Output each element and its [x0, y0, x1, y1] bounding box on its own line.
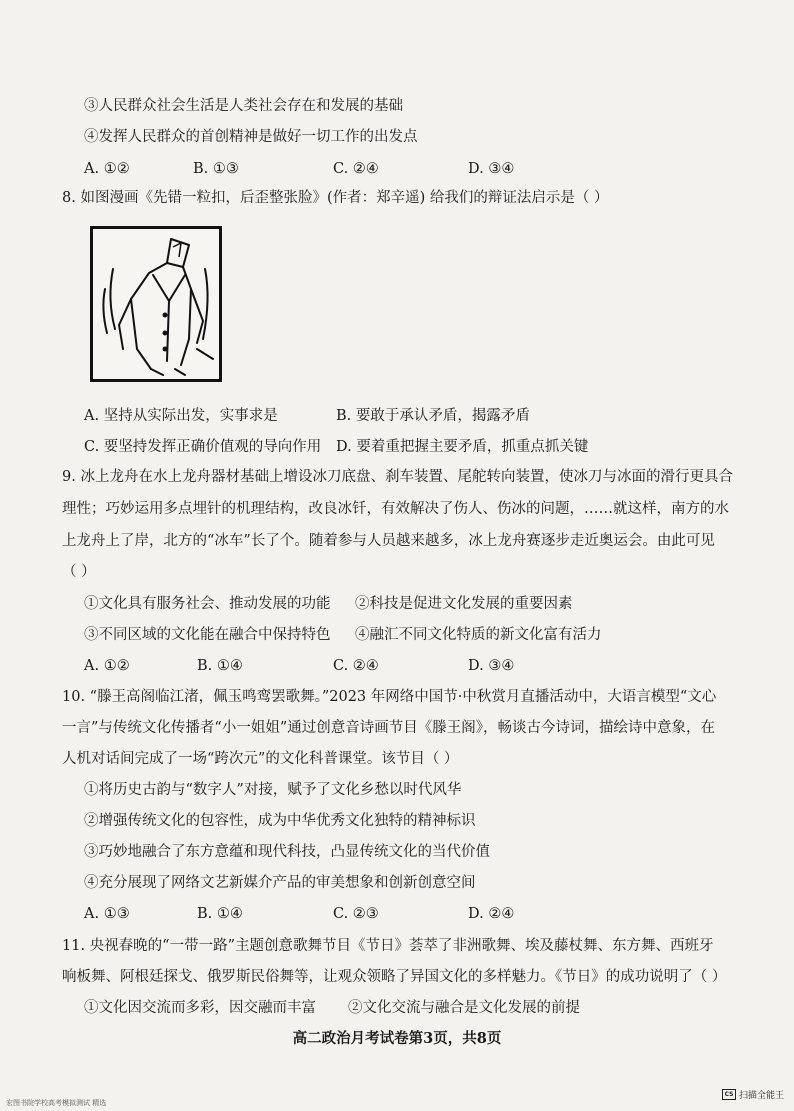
scanner-logo-icon: CS — [722, 1089, 736, 1100]
q10-stem-line-3: 人机对话间完成了一场“跨次元”的文化科普课堂。该节目（ ） — [62, 751, 459, 767]
q7-item-3: ③人民群众社会生活是人类社会存在和发展的基础 — [84, 98, 403, 114]
q9-stem-line-3: 上龙舟上了岸，北方的“冰车”长了个。随着参与人员越来越多，冰上龙舟赛逐步走近奥运会。由此可见 — [62, 533, 715, 549]
corner-note: 宏图书院学校高考模拟测试 精选 — [6, 1099, 107, 1107]
q11-stem-line-2: 响板舞、阿根廷探戈、俄罗斯民俗舞等，让观众领略了异国文化的多样魅力。《节日》的成功说明了（ ） — [62, 969, 727, 985]
q9-option-a: A. ①② — [84, 658, 130, 674]
q7-option-a: A. ①② — [84, 161, 130, 177]
cartoon-image — [90, 226, 222, 382]
q9-stem-line-4: （ ） — [62, 564, 96, 580]
q10-item-4: ④充分展现了网络文艺新媒介产品的审美想象和创新创意空间 — [84, 875, 476, 891]
q9-option-c: C. ②④ — [333, 658, 379, 674]
q9-item-1: ①文化具有服务社会、推动发展的功能 — [84, 596, 331, 612]
q11-item-1: ①文化因交流而多彩，因交融而丰富 — [84, 1000, 316, 1016]
q10-option-b: B. ①④ — [197, 906, 243, 922]
scanner-watermark — [722, 1088, 784, 1101]
coat-drawing — [93, 229, 219, 379]
q7-option-d: D. ③④ — [468, 161, 515, 177]
q7-item-4: ④发挥人民群众的首创精神是做好一切工作的出发点 — [84, 129, 418, 145]
q11-item-2: ②文化交流与融合是文化发展的前提 — [348, 1000, 580, 1016]
q9-item-3: ③不同区域的文化能在融合中保持特色 — [84, 627, 331, 643]
q7-option-c: C. ②④ — [333, 161, 379, 177]
q8-option-b: B. 要敢于承认矛盾，揭露矛盾 — [336, 408, 530, 424]
q10-item-3: ③巧妙地融合了东方意蕴和现代科技，凸显传统文化的当代价值 — [84, 844, 490, 860]
q10-option-c: C. ②③ — [333, 906, 379, 922]
scanner-label: 扫描全能王 — [738, 1091, 784, 1101]
q10-stem-line-2: 一言”与传统文化传播者“小一姐姐”通过创意音诗画节目《滕王阁》，畅谈古今诗词，描绘诗中意象，在 — [62, 720, 715, 736]
q8-option-c: C. 要坚持发挥正确价值观的导向作用 — [84, 439, 322, 455]
q10-stem-line-1: 10. “滕王高阁临江渚，佩玉鸣鸾罢歌舞。”2023 年网络中国节·中秋赏月直播活动中，大语言模型“文心 — [62, 689, 717, 705]
q10-option-d: D. ②④ — [468, 906, 515, 922]
q8-option-d: D. 要着重把握主要矛盾，抓重点抓关键 — [336, 439, 589, 455]
q9-stem-line-1: 9. 冰上龙舟在水上龙舟器材基础上增设冰刀底盘、刹车装置、尾舵转向装置，使冰刀与冰面的滑行更具合 — [62, 469, 733, 485]
q7-option-b: B. ①③ — [193, 161, 239, 177]
q9-item-4: ④融汇不同文化特质的新文化富有活力 — [355, 627, 602, 643]
q9-stem-line-2: 理性；巧妙运用多点埋针的机理结构，改良冰钎，有效解决了伤人、伤冰的问题，……就这样，南方的水 — [62, 501, 729, 517]
q10-item-2: ②增强传统文化的包容性，成为中华优秀文化独特的精神标识 — [84, 813, 476, 829]
q8-option-a: A. 坚持从实际出发，实事求是 — [84, 408, 278, 424]
q10-option-a: A. ①③ — [84, 906, 130, 922]
q11-stem-line-1: 11. 央视春晚的“一带一路”主题创意歌舞节目《节日》荟萃了非洲歌舞、埃及藤杖舞、东方舞、西班牙 — [62, 938, 714, 954]
q9-item-2: ②科技是促进文化发展的重要因素 — [355, 596, 573, 612]
q9-option-d: D. ③④ — [468, 658, 515, 674]
page-footer: 高二政治月考试卷第3页，共8页 — [292, 1030, 502, 1047]
q8-stem: 8. 如图漫画《先错一粒扣，后歪整张脸》(作者：郑辛遥) 给我们的辩证法启示是（ ） — [62, 190, 609, 206]
q9-option-b: B. ①④ — [197, 658, 243, 674]
q10-item-1: ①将历史古韵与“数字人”对接，赋予了文化乡愁以时代风华 — [84, 782, 462, 798]
